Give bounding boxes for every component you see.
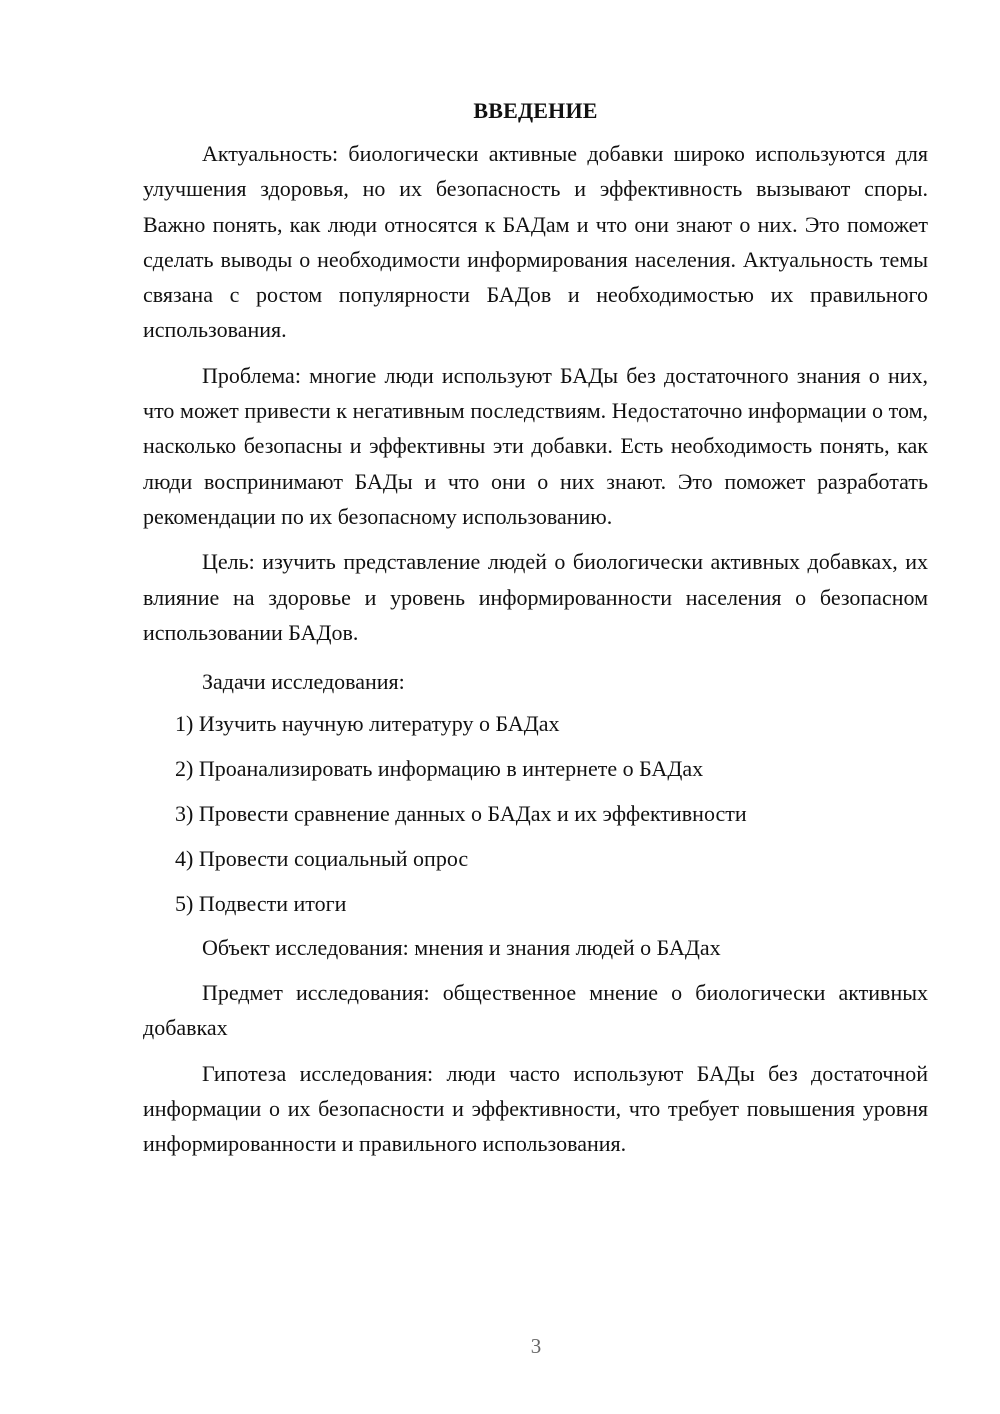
research-object: Объект исследования: мнения и знания людей о БАДах <box>202 935 721 961</box>
relevance-paragraph: Актуальность: биологически активные добавки широко используются для улучшения здоровья, но их безопасность и эффективность вызывают споры. Важно понять, как люди относятся к БАДам и что они знают о них. Это поможет сделать выводы о необходимости информирования населения. Актуальность темы связана с ростом популярности БАДов и необходимостью их правильного использования. <box>143 141 928 343</box>
tasks-heading: Задачи исследования: <box>202 669 405 695</box>
task-item-1: 1) Изучить научную литературу о БАДах <box>175 711 560 737</box>
task-item-4: 4) Провести социальный опрос <box>175 846 469 872</box>
research-hypothesis: Гипотеза исследования: люди часто используют БАДы без достаточной информации о их безопасности и эффективности, что требует повышения уровня информированности и правильного использования. <box>143 1060 928 1157</box>
task-item-5: 5) Подвести итоги <box>175 891 347 917</box>
tasks-list <box>143 701 928 926</box>
research-subject: Предмет исследования: общественное мнение о биологически активных добавках <box>143 980 928 1041</box>
page-title: ВВЕДЕНИЕ <box>473 98 598 123</box>
page-content <box>143 94 928 1162</box>
task-item-3: 3) Провести сравнение данных о БАДах и их эффективности <box>175 801 747 827</box>
goal-paragraph: Цель: изучить представление людей о биологически активных добавках, их влияние на здоровье и уровень информированности населения о безопасном использовании БАДов. <box>143 549 928 645</box>
page-number: 3 <box>530 1334 542 1358</box>
task-item-2: 2) Проанализировать информацию в интернете о БАДах <box>175 756 704 782</box>
problem-paragraph: Проблема: многие люди используют БАДы без достаточного знания о них, что может привести к негативным последствиям. Недостаточно информации о том, насколько безопасны и эффективны эти добавки. Есть необходимость понять, как люди воспринимают БАДы и что они о них знают. Это поможет разработать рекомендации по их безопасному использованию. <box>143 362 928 529</box>
